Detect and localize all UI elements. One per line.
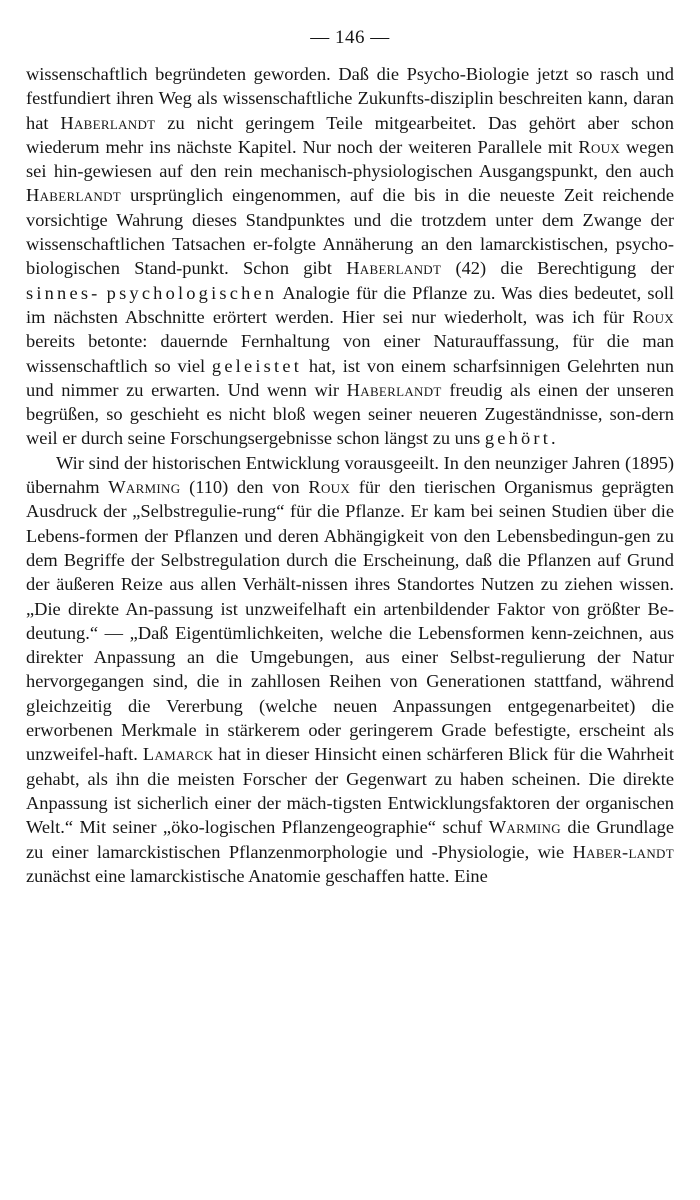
text-run: (42) die Berechtigung der bbox=[441, 258, 674, 279]
author-name: Warming bbox=[108, 477, 181, 498]
text-run: zu nicht geringem Teile mitgearbeitet. Das gehört aber schon wiederum mehr ins nächste Kapitel. Nur noch der weiteren Parallele mit bbox=[26, 112, 674, 157]
text-run: (110) den von bbox=[180, 477, 309, 498]
author-name: Roux bbox=[308, 477, 351, 498]
author-name: Warming bbox=[488, 817, 561, 838]
text-run: ursprünglich eingenommen, auf die bis in die neueste Zeit reichende vorsichtige Wahrung dieses Standpunktes und die trotzdem unter dem Zwange der wissenschaftlichen Tatsachen er-folgte Annäherung an den lamarckistischen, psycho-biologischen Stand-punkt. Schon gibt bbox=[26, 185, 674, 279]
text-run: hat in dieser Hinsicht einen schärferen Blick für die Wahrheit gehabt, als ihn die meisten Forscher der Gegenwart zu haben scheinen. Die direkte Anpassung ist sicherlich einer der mäch-tigsten Entwicklungsfaktoren der organischen Welt.“ Mit seiner „öko-logischen Pflanzengeographie“ schuf bbox=[26, 744, 674, 838]
text-run: hat, ist von einem scharfsinnigen Gelehrten nun und nimmer zu erwarten. Und wenn wir bbox=[26, 355, 674, 400]
text-run: für den tierischen Organismus geprägten Ausdruck der „Selbstregulie-rung“ für die Pflanze. Er kam bei seinen Studien über die Lebens-formen der Pflanzen und deren Abhängigkeit von den Lebensbedingun-gen zu dem Begriffe der Selbstregulation durch die Erscheinung, daß die Pflanzen auf Grund der äußeren Reize aus allen Verhält-nissen ihres Standortes Nutzen zu ziehen wissen. „Die direkte An-passung ist unzweifelhaft ein artenbildender Faktor von größter Be-deutung.“ — „Daß Eigentümlichkeiten, welche die Lebensformen kenn-zeichnen, aus direkter Anpassung an die Umgebungen, aus einer Selbst-regulierung der Natur hervorgegangen sind, die in zahllosen Reihen von Generationen stattfand, während gleichzeitig die Vererbung (welche neuen Anpassungen entgegenarbeitet) die erworbenen Merkmale in stärkerem oder geringerem Grade befestigte, erscheint als unzweifel-haft. bbox=[26, 477, 674, 765]
author-name: Haberlandt bbox=[60, 112, 156, 133]
book-page bbox=[26, 20, 674, 1180]
emphasized-text: psychologischen bbox=[106, 282, 278, 303]
text-run: bereits betonte: dauernde Fernhaltung von einer Naturauffassung, für die man wissenschaftlich so viel bbox=[26, 331, 674, 376]
author-name: Haber-landt bbox=[572, 841, 674, 862]
page-number: — 146 — bbox=[310, 27, 390, 48]
text-run: freudig als einen der unseren begrüßen, so geschieht es nicht bloß wegen seiner neueren Zugeständnisse, son-dern weil er durch seine Forschungsergebnisse schon längst zu uns bbox=[26, 379, 674, 449]
text-run: Analogie für die Pflanze zu. Was dies bedeutet, soll im nächsten Abschnitte erörtert werden. Hier sei nur wiederholt, was ich für bbox=[26, 282, 674, 327]
text-run: die Grundlage zu einer lamarckistischen Pflanzenmorphologie und -Physiologie, wie bbox=[26, 817, 674, 862]
author-name: Haberlandt bbox=[346, 379, 442, 400]
author-name: Haberlandt bbox=[346, 258, 442, 279]
author-name: Lamarck bbox=[142, 744, 214, 765]
text-run: wegen sei hin-gewiesen auf den rein mechanisch-physiologischen Ausgangspunkt, den auch bbox=[26, 136, 674, 182]
paragraph-2 bbox=[26, 451, 674, 888]
author-name: Haberlandt bbox=[26, 185, 121, 206]
emphasized-text: geleistet bbox=[211, 355, 303, 376]
emphasized-text: gehört bbox=[484, 428, 552, 449]
text-run: zunächst eine lamarckistische Anatomie geschaffen hatte. Eine bbox=[26, 865, 488, 886]
author-name: Roux bbox=[578, 136, 621, 157]
text-run: Wir sind der historischen Entwicklung vorausgeeilt. In den neunziger Jahren (1895) übernahm bbox=[26, 452, 674, 498]
emphasized-text: sinnes- bbox=[26, 282, 101, 303]
text-run: wissenschaftlich begründeten geworden. Daß die Psycho-Biologie jetzt so rasch und festfundiert ihren Weg als wissenschaftliche Zukunfts-disziplin beschreiten kann, daran hat bbox=[26, 64, 674, 133]
text-run: . bbox=[551, 428, 556, 449]
paragraph-1 bbox=[26, 62, 674, 451]
author-name: Roux bbox=[632, 306, 674, 327]
